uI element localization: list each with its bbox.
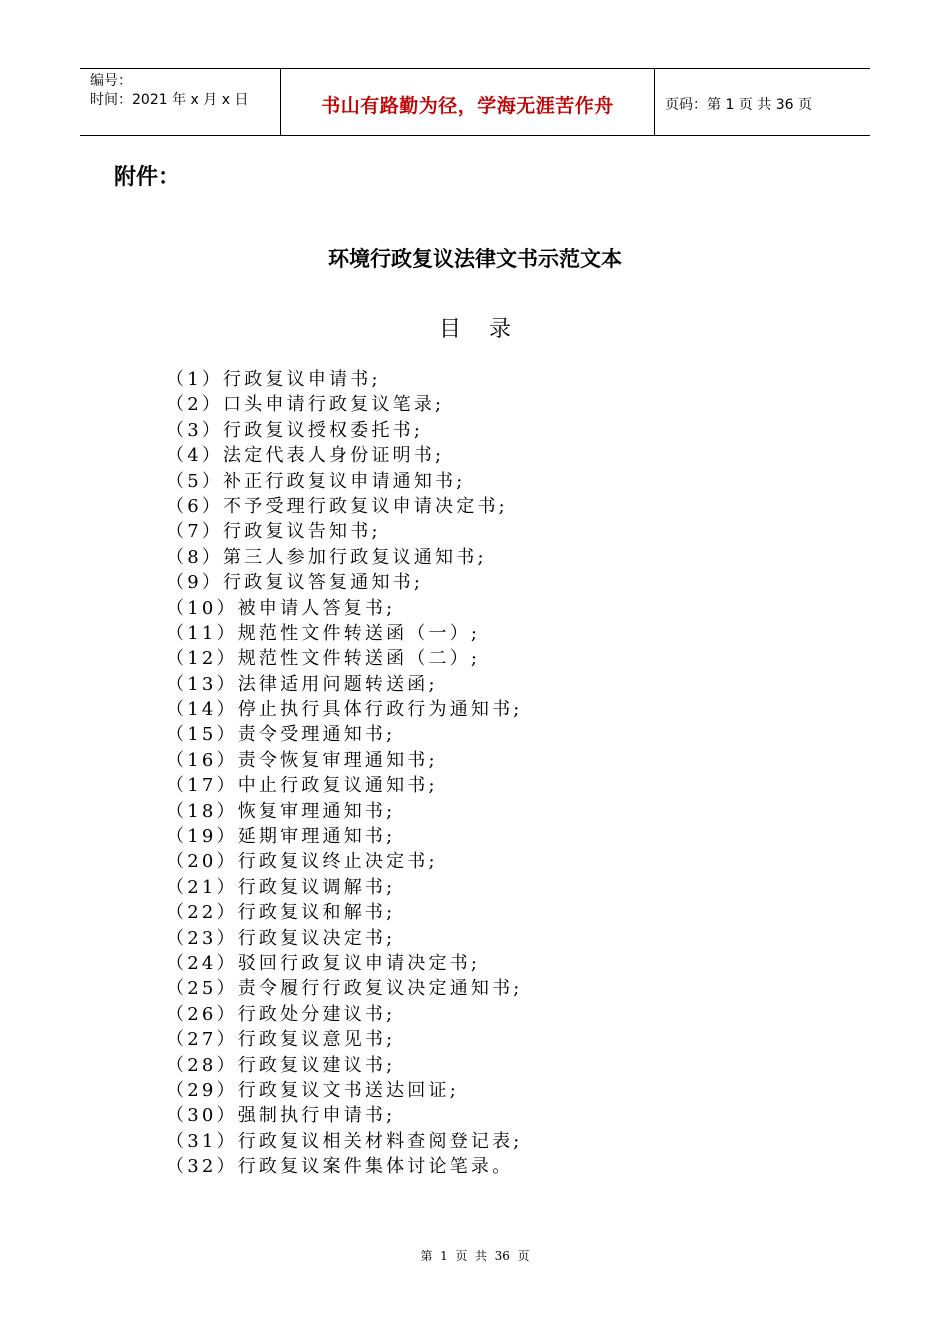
header-page-info: 页码：第 1 页 共 36 页 xyxy=(665,97,812,113)
document-title: 环境行政复议法律文书示范文本 xyxy=(328,247,622,271)
toc-item: （22）行政复议和解书; xyxy=(166,902,396,924)
toc-item: （4）法定代表人身份证明书; xyxy=(166,445,445,467)
toc-item: （17）中止行政复议通知书; xyxy=(166,775,438,797)
toc-item: （30）强制执行申请书; xyxy=(166,1105,396,1127)
attachment-label: 附件： xyxy=(114,165,181,190)
toc-item: （11）规范性文件转送函（一）; xyxy=(166,622,481,644)
table-of-contents xyxy=(166,367,523,1180)
toc-item: （12）规范性文件转送函（二）; xyxy=(166,648,481,670)
toc-item: （28）行政复议建议书; xyxy=(166,1054,396,1076)
toc-item: （15）责令受理通知书; xyxy=(166,724,396,746)
header-info-cell xyxy=(80,69,281,135)
toc-item: （5）补正行政复议申请通知书; xyxy=(166,470,466,492)
document-number-label: 编号： xyxy=(90,73,132,89)
toc-item: （26）行政处分建议书; xyxy=(166,1003,396,1025)
toc-item: （31）行政复议相关材料查阅登记表; xyxy=(166,1130,523,1152)
toc-item: （21）行政复议调解书; xyxy=(166,876,396,898)
toc-item: （25）责令履行行政复议决定通知书; xyxy=(166,978,523,1000)
toc-item: （18）恢复审理通知书; xyxy=(166,800,396,822)
toc-heading: 目 录 xyxy=(439,317,511,342)
document-date-label: 时间：2021 年 x 月 x 日 xyxy=(90,92,249,108)
toc-item: （9）行政复议答复通知书; xyxy=(166,572,424,594)
toc-item: （10）被申请人答复书; xyxy=(166,597,396,619)
toc-item: （14）停止执行具体行政行为通知书; xyxy=(166,699,523,721)
toc-item: （23）行政复议决定书; xyxy=(166,927,396,949)
toc-item: （16）责令恢复审理通知书; xyxy=(166,749,438,771)
toc-item: （1）行政复议申请书; xyxy=(166,369,381,390)
toc-item: （8）第三人参加行政复议通知书; xyxy=(166,546,487,568)
toc-item: （27）行政复议意见书; xyxy=(166,1029,396,1051)
toc-item: （3）行政复议授权委托书; xyxy=(166,419,424,441)
header-page-cell xyxy=(655,69,870,135)
toc-item: （24）驳回行政复议申请决定书; xyxy=(166,952,481,974)
header-motto-cell xyxy=(281,69,655,135)
toc-item: （32）行政复议案件集体讨论笔录。 xyxy=(166,1156,514,1178)
toc-item: （2）口头申请行政复议笔录; xyxy=(166,394,445,416)
toc-item: （6）不予受理行政复议申请决定书; xyxy=(166,495,508,517)
toc-item: （7）行政复议告知书; xyxy=(166,521,381,543)
toc-item: （19）延期审理通知书; xyxy=(166,826,396,848)
document-header xyxy=(80,68,870,136)
page-footer: 第 1 页 共 36 页 xyxy=(420,1249,530,1263)
toc-item: （20）行政复议终止决定书; xyxy=(166,851,438,873)
toc-item: （29）行政复议文书送达回证; xyxy=(166,1079,459,1101)
header-motto: 书山有路勤为径，学海无涯苦作舟 xyxy=(321,95,614,117)
toc-item: （13）法律适用问题转送函; xyxy=(166,673,438,695)
